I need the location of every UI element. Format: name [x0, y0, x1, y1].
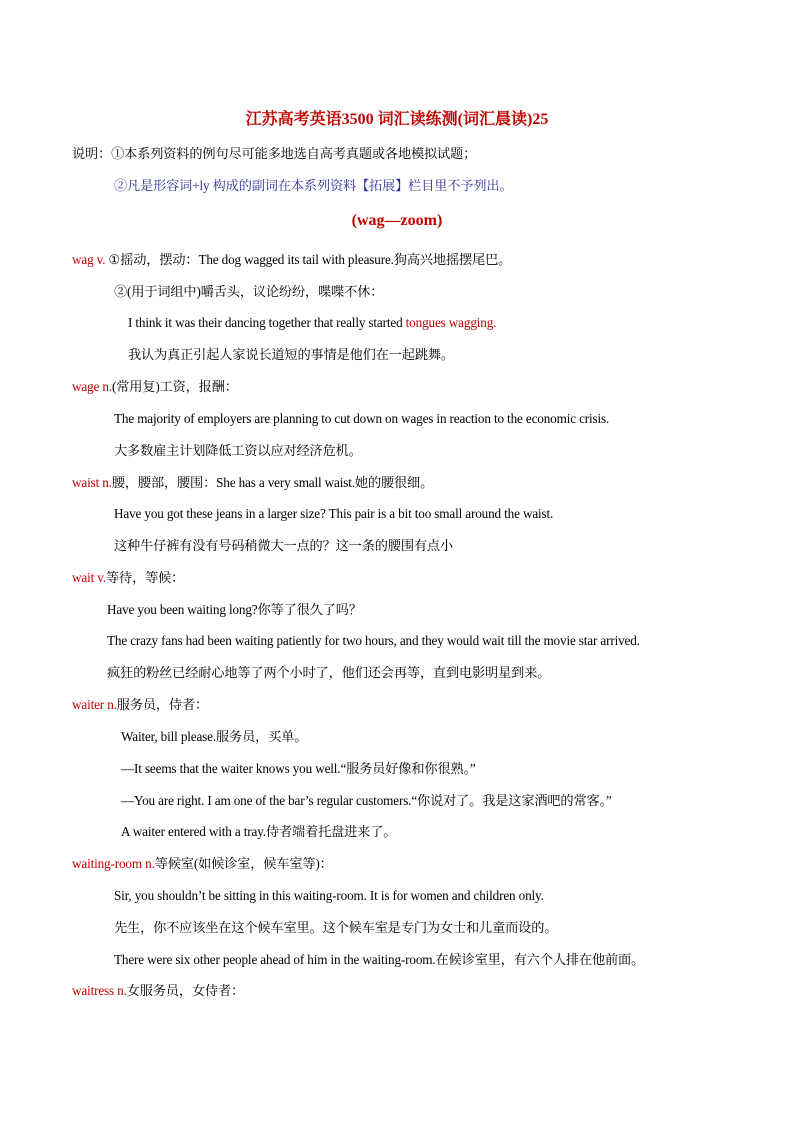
waist-example-zh: 这种牛仔裤有没有号码稍微大一点的？这一条的腰围有点小 [114, 538, 453, 553]
waiter-example-4: A waiter entered with a tray.侍者端着托盘进来了。 [121, 824, 397, 839]
wag-example-en [128, 315, 496, 331]
waiting-room-example-2: There were six other people ahead of him in the waiting-room.在候诊室里，有六个人排在他前面。 [114, 952, 645, 967]
wait-def: 等待，等候： [106, 570, 185, 585]
wait-example-1: Have you been waiting long?你等了很久了吗？ [107, 602, 362, 617]
waitress-def: 女服务员，女侍者： [126, 983, 245, 998]
waiting-room-def: 等候室(如候诊室，候车室等)： [154, 856, 333, 871]
waiter-example-3: —You are right. I am one of the bar’s regular customers.“你说对了。我是这家酒吧的常客。” [121, 793, 612, 808]
entry-wait [72, 570, 184, 586]
note-2: ②凡是形容词+ly 构成的副词在本系列资料【拓展】栏目里不予列出。 [114, 178, 513, 193]
headword-waitress: waitress n. [72, 983, 127, 998]
headword-wait: wait v. [72, 570, 106, 585]
wag-def-2: ②(用于词组中)嚼舌头，议论纷纷，喋喋不休： [114, 284, 384, 299]
waiting-room-example-1-en: Sir, you shouldn’t be sitting in this waiting-room. It is for women and children only. [114, 888, 544, 903]
headword-wage: wage n. [72, 379, 112, 394]
entry-wage [72, 379, 238, 395]
waiter-def: 服务员，侍者： [116, 697, 209, 712]
waiter-example-1: Waiter, bill please.服务员，买单。 [121, 729, 308, 744]
wage-example-en: The majority of employers are planning to cut down on wages in reaction to the economic crisis. [114, 411, 610, 426]
headword-waiter: waiter n. [72, 697, 117, 712]
wag-example-text: I think it was their dancing together that really started [128, 315, 406, 330]
waiter-example-2: —It seems that the waiter knows you well.“服务员好像和你很熟。” [121, 761, 476, 776]
entry-waitress [72, 983, 244, 999]
headword-wag: wag v. [72, 252, 106, 267]
waist-def: 腰，腰部，腰围：She has a very small waist.她的腰很细。 [111, 475, 434, 490]
note-1: ①本系列资料的例句尽可能多地选自高考真题或各地模拟试题； [111, 146, 477, 161]
entry-waiting-room [72, 856, 333, 872]
wag-example-highlight: tongues wagging. [405, 315, 497, 330]
waiting-room-example-1-zh: 先生，你不应该坐在这个候车室里。这个候车室是专门为女士和儿童而设的。 [114, 920, 558, 935]
wait-example-2-en: The crazy fans had been waiting patiently for two hours, and they would wait till the movie star arrived. [107, 633, 640, 648]
entry-wag [72, 252, 511, 268]
wage-def: (常用复)工资，报酬： [111, 379, 238, 394]
notes-label: 说明： [72, 146, 112, 161]
wag-example-zh: 我认为真正引起人家说长道短的事情是他们在一起跳舞。 [128, 347, 454, 362]
headword-waiting-room: waiting-room n. [72, 856, 155, 871]
section-range: (wag—zoom) [351, 212, 443, 229]
wage-example-zh: 大多数雇主计划降低工资以应对经济危机。 [114, 443, 362, 458]
wait-example-2-zh: 疯狂的粉丝已经耐心地等了两个小时了，他们还会再等，直到电影明星到来。 [107, 665, 551, 680]
entry-waist [72, 475, 433, 491]
page-title: 江苏高考英语3500 词汇读练测(词汇晨读)25 [245, 111, 549, 128]
waist-example-en: Have you got these jeans in a larger size? This pair is a bit too small around the waist. [114, 506, 554, 521]
headword-waist: waist n. [72, 475, 112, 490]
wag-def-1: ①摇动，摆动：The dog wagged its tail with pleasure.狗高兴地摇摆尾巴。 [105, 252, 512, 267]
notes-line-1 [72, 146, 476, 162]
entry-waiter [72, 697, 208, 713]
